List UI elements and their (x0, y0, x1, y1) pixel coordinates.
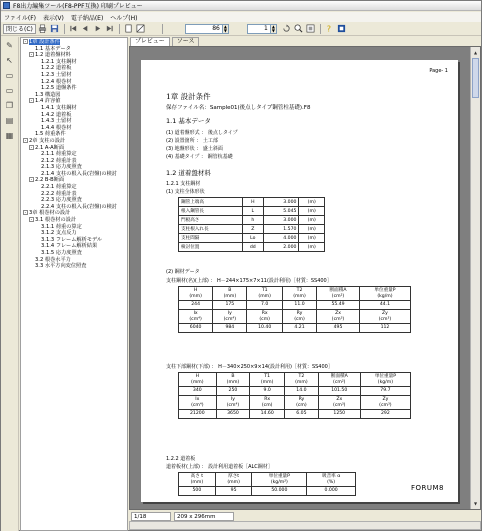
document-page (141, 60, 458, 502)
tree-node[interactable] (21, 98, 127, 105)
tree-node[interactable] (21, 112, 127, 119)
table-cell: 1250 (318, 410, 360, 419)
steel-title: 支柱下部鋼材(下部) ： H－340×250×9×14(設計利用)［材質：SS400］ (166, 364, 333, 370)
table-cell: 断面積A (cm²) (317, 287, 360, 301)
table-cell: 3.000 (263, 216, 299, 225)
table-row (179, 387, 411, 396)
table-cell: 根入鋼管長 (179, 207, 243, 216)
outline-tree (20, 37, 128, 531)
view-tabs (129, 37, 479, 46)
property-line: (2) 設置箇所 ： 土工部 (166, 138, 218, 144)
table-cell: 厚さt (mm) (215, 473, 252, 487)
support-shape-table (178, 197, 325, 252)
tree-node-label: 1.2.5 道盤条件 (41, 85, 77, 92)
book-icon[interactable]: ▤ (5, 116, 14, 125)
table-row (179, 310, 411, 324)
list-icon[interactable]: ▦ (5, 131, 14, 140)
toolbar-separator (119, 24, 120, 34)
table-cell: Iy (cm⁴) (213, 310, 247, 324)
save-icon[interactable] (50, 24, 60, 34)
table-cell: 340 (179, 387, 217, 396)
table-cell: 6040 (179, 324, 213, 333)
table-cell: 断面積A (cm²) (318, 373, 360, 387)
table-cell: 244 (179, 301, 213, 310)
tree-expander-icon[interactable]: - (24, 137, 27, 143)
tree-node-label: 2章 支柱の設計 (29, 137, 66, 144)
table-row (179, 198, 325, 207)
page-number: Page- 1 (429, 68, 448, 74)
table-cell: 175 (213, 301, 247, 310)
tree-node-label: 3.2 根巻水平力 (35, 256, 71, 263)
status-bar (129, 511, 481, 521)
toolbar (1, 22, 481, 36)
table-cell: 単位重量P (kg/m²) (252, 473, 307, 487)
table-row (179, 410, 411, 419)
toolbar-separator (64, 24, 65, 34)
tree-node-label: 2.2.3 応力度照査 (41, 197, 82, 204)
line-icon[interactable]: ▭ (5, 86, 14, 95)
close-button[interactable]: 閉じる(C) (3, 24, 36, 34)
tree-node-label: 1.3 構造図 (35, 91, 61, 98)
table-cell: 1.570 (263, 225, 299, 234)
table-cell: h (242, 216, 263, 225)
table-cell: (m) (299, 225, 325, 234)
vertical-scrollbar[interactable] (470, 47, 480, 509)
table-cell: Zy (cm³) (359, 310, 410, 324)
upper-steel-table (178, 286, 411, 333)
section-heading: 1.2 道着盤材料 (166, 169, 211, 177)
tree-node[interactable] (21, 72, 127, 79)
table-cell: Zx (cm³) (317, 310, 360, 324)
table-row (179, 301, 411, 310)
table-cell: 21200 (179, 410, 217, 419)
table-cell: Lo (242, 234, 263, 243)
page-spinner[interactable]: ▲ ▼ (271, 23, 275, 33)
table-cell: 支柱間隔 (179, 234, 243, 243)
printer-icon[interactable] (38, 24, 48, 34)
table-cell: 79.7 (360, 387, 410, 396)
table-row (179, 234, 325, 243)
exit-icon[interactable] (337, 24, 347, 34)
menu-view[interactable]: 表示(V) (43, 14, 64, 22)
page-field[interactable] (247, 23, 275, 34)
status-size: 209 x 296mm (174, 512, 234, 521)
scroll-down-icon[interactable]: ▼ (473, 501, 478, 506)
tree-node[interactable] (21, 151, 127, 158)
text-icon[interactable]: ▭ (5, 71, 14, 80)
table-row (179, 396, 411, 410)
tree-node[interactable] (21, 131, 127, 138)
table-row (179, 287, 411, 301)
table-cell: Iy (cm⁴) (216, 396, 250, 410)
table-cell: 55.49 (317, 301, 360, 310)
tree-node-label: 2.1.1 荷重算定 (41, 151, 77, 158)
tree-node-label: 1.5 荷重条件 (35, 131, 66, 138)
table-cell: H (mm) (179, 287, 213, 301)
toolbar-separator (162, 24, 163, 34)
table-row (179, 243, 325, 252)
tree-node-label: 1.4.3 土留材 (41, 118, 72, 125)
subsection-heading: 1.2.1 支柱鋼材 (166, 181, 201, 187)
table-cell: dd (242, 243, 263, 252)
tree-node[interactable] (21, 217, 127, 224)
table-cell: 0.000 (307, 487, 356, 496)
table-cell: 984 (213, 324, 247, 333)
tree-node[interactable] (21, 250, 127, 257)
tree-node-label: 1.1 基本データ (35, 45, 71, 52)
tree-node-label: 1章 設計条件 (29, 39, 60, 45)
tree-expander-icon[interactable]: - (30, 52, 33, 58)
table-cell: 101.50 (318, 387, 360, 396)
table-cell: 6.05 (285, 410, 319, 419)
tree-node-label: 2.1.3 応力度照査 (41, 164, 82, 171)
table-cell: L (242, 207, 263, 216)
table-cell: T2 (mm) (285, 373, 319, 387)
tree-node-label: 1.2.4 根巻材 (41, 78, 72, 85)
table-cell: 吸音率 α (%) (307, 473, 356, 487)
table-cell: B (mm) (213, 287, 247, 301)
table-cell: (m) (299, 216, 325, 225)
property-line: (4) 基礎タイプ ： 鋼管杭基礎 (166, 154, 233, 160)
pen-icon[interactable]: ✎ (6, 41, 13, 50)
table-cell: (m) (299, 198, 325, 207)
tree-node[interactable] (21, 105, 127, 112)
table-cell: 高さ t (mm) (179, 473, 216, 487)
subsection-heading: 1.2.2 道着板 (166, 456, 196, 462)
table-cell: B (mm) (216, 373, 250, 387)
zoom-out-icon[interactable] (306, 24, 316, 34)
prev-page-icon[interactable] (81, 24, 91, 34)
table-cell: 44.1 (359, 301, 410, 310)
tree-node[interactable] (21, 243, 127, 250)
table-cell: 14.0 (285, 387, 319, 396)
table-cell: 50.000 (252, 487, 307, 496)
menu-file[interactable]: ファイル(F) (4, 14, 37, 22)
tree-node[interactable] (21, 184, 127, 191)
tree-node[interactable] (21, 197, 127, 204)
left-tool-strip (1, 37, 19, 531)
table-cell: T1 (mm) (247, 287, 282, 301)
tree-node-label: 2.2.4 支柱の根入長(岩盤)の検討 (41, 203, 117, 210)
table-row (179, 216, 325, 225)
scroll-thumb[interactable] (472, 58, 479, 98)
table-cell: Ix (cm⁴) (179, 310, 213, 324)
preview-area (129, 46, 481, 510)
table-row (179, 225, 325, 234)
copy-icon[interactable]: ❐ (5, 101, 14, 110)
tree-node[interactable] (21, 39, 127, 46)
table-cell: 4.21 (282, 324, 316, 333)
subsection-line: (2) 鋼材データ (166, 269, 200, 275)
tree-node-label: 2.2.1 荷重算定 (41, 184, 77, 191)
tree-node-label: 3.1.1 荷重の算定 (41, 223, 82, 230)
tree-node-label: 1.2 道着盤材料 (35, 52, 71, 59)
subsection-line: (1) 支柱全体形状 (166, 189, 205, 195)
tree-node-label: 3.1.5 応力度照査 (41, 250, 82, 256)
zoom-value: 86 (212, 25, 220, 32)
forum8-logo: FORUM8 (410, 484, 444, 492)
tree-expander-icon[interactable]: - (30, 98, 33, 104)
table-cell: 250 (216, 387, 250, 396)
table-cell: 4.000 (263, 234, 299, 243)
table-cell: 5.045 (263, 207, 299, 216)
property-line: (3) 地盤形状 ： 盛土斜面 (166, 146, 223, 152)
menu-help[interactable]: ヘルプ(H) (110, 14, 138, 22)
chapter-title: 1章 設計条件 (166, 92, 211, 101)
tab-source[interactable]: ソース (172, 37, 200, 46)
table-cell: (m) (299, 243, 325, 252)
tree-node-label: 2.1 A-A断面 (35, 144, 65, 151)
tree-node-label: 1.4.1 支柱鋼材 (41, 104, 77, 111)
table-cell: 495 (317, 324, 360, 333)
table-cell: Zx (cm³) (318, 396, 360, 410)
tree-node-label: 2.2 B-B断面 (35, 177, 65, 184)
toolbar-separator (320, 24, 321, 34)
tree-node-label: 2.1.4 支柱の根入長(岩盤)の検討 (41, 170, 117, 177)
horizontal-scrollbar[interactable] (129, 521, 481, 530)
tree-node-label: 1.2.2 道着板 (41, 65, 72, 72)
tree-node-label: 3章 根巻材の設計 (29, 210, 71, 217)
table-cell: 鋼管上端高 (179, 198, 243, 207)
window-title: F8出力編集ツール(F8-PPF互換) 印刷プレビュー (13, 3, 143, 10)
table-cell: 112 (359, 324, 410, 333)
table-cell: Zy (cm³) (360, 396, 410, 410)
tree-node-label: 1.4.2 道着板 (41, 111, 72, 118)
tree-node[interactable] (21, 65, 127, 72)
menu-edelivery[interactable]: 電子納品(E) (70, 14, 104, 22)
tree-node-label: 3.1 根巻材の設計 (35, 217, 77, 224)
steel-title: 支柱鋼材(名)(上部) ： H－244×175×7×11(設計利用)［材質：SS400］ (166, 278, 332, 284)
app-icon (3, 2, 10, 9)
table-cell: 95 (215, 487, 252, 496)
rotate-icon[interactable] (282, 24, 292, 34)
table-cell: 単位重量P (kg/m) (360, 373, 410, 387)
table-cell: 3.000 (263, 198, 299, 207)
table-cell: H (242, 198, 263, 207)
tree-expander-icon[interactable]: - (24, 210, 27, 216)
tree-node-label: 2.1.2 荷重計表 (41, 157, 77, 164)
table-row (179, 487, 356, 496)
table-cell: Ry (cm) (285, 396, 319, 410)
scroll-up-icon[interactable]: ▲ (473, 50, 478, 55)
tree-node-label: 1.4.4 根巻材 (41, 124, 72, 131)
table-cell: Z (242, 225, 263, 234)
tree-node-label: 1.4 許容値 (35, 98, 61, 105)
table-row (179, 373, 411, 387)
table-cell: T2 (mm) (282, 287, 316, 301)
tree-node[interactable] (21, 85, 127, 92)
next-page-icon[interactable] (93, 24, 103, 34)
menu-bar (1, 12, 481, 22)
zoom-field[interactable] (185, 23, 227, 34)
tree-expander-icon[interactable]: - (24, 39, 27, 44)
tree-expander-icon[interactable]: - (30, 144, 33, 150)
tree-node-label: 3.1.4 フレーム解析結果 (41, 243, 98, 250)
table-cell: T1 (mm) (250, 373, 285, 387)
table-cell: 支柱根入れ長 (179, 225, 243, 234)
zoom-in-icon[interactable] (294, 24, 304, 34)
table-cell: 500 (179, 487, 216, 496)
tab-preview[interactable]: プレビュー (130, 37, 170, 46)
table-cell: 9.0 (250, 387, 285, 396)
page-view-icon[interactable] (124, 24, 134, 34)
table-cell: 7.0 (247, 301, 282, 310)
table-row (179, 324, 411, 333)
plate-table (178, 472, 356, 496)
table-cell: 2.000 (263, 243, 299, 252)
tree-node[interactable] (21, 52, 127, 59)
tree-node[interactable] (21, 118, 127, 125)
tree-node[interactable] (21, 164, 127, 171)
table-row (179, 473, 356, 487)
table-cell: (m) (299, 207, 325, 216)
help-icon[interactable] (325, 24, 335, 34)
tree-node-label: 3.3 水平方向変位照査 (35, 263, 87, 270)
page-value: 1 (264, 25, 268, 32)
file-name-line: 保存ファイル名：Sample01(後点しタイプ鋼管柱基礎).F8 (166, 105, 311, 111)
zoom-spinner[interactable]: ▲ ▼ (223, 23, 227, 33)
plate-title: 道着板材(上部) ： 設計利用道着板［ALC鋼材］ (166, 464, 273, 470)
last-page-icon[interactable] (105, 24, 115, 34)
tree-node[interactable] (21, 59, 127, 66)
tree-node-label: 1.2.1 支柱鋼材 (41, 58, 77, 65)
table-cell: 門板高さ (179, 216, 243, 225)
table-cell: Ix (cm⁴) (179, 396, 217, 410)
tree-node[interactable] (21, 138, 127, 145)
tree-node[interactable] (21, 230, 127, 237)
first-page-icon[interactable] (69, 24, 79, 34)
table-cell: 検討位置 (179, 243, 243, 252)
tree-node-label: 3.1.2 支点反力 (41, 230, 77, 237)
table-cell: H (mm) (179, 373, 217, 387)
table-cell: (m) (299, 234, 325, 243)
property-line: (1) 道着盤形式 ： 後点しタイプ (166, 130, 238, 136)
tree-node-label: 1.2.3 土留材 (41, 71, 72, 78)
table-cell: Ry (cm) (282, 310, 316, 324)
table-cell: Rx (cm) (247, 310, 282, 324)
table-cell: 292 (360, 410, 410, 419)
table-cell: 14.60 (250, 410, 285, 419)
tree-node[interactable] (21, 263, 127, 270)
table-cell: Rx (cm) (250, 396, 285, 410)
tree-expander-icon[interactable]: - (30, 177, 33, 183)
table-row (179, 207, 325, 216)
table-cell: 10.40 (247, 324, 282, 333)
status-page: 1/18 (131, 512, 171, 521)
title-bar (1, 1, 481, 11)
table-cell: 3650 (216, 410, 250, 419)
tree-node-label: 3.1.3 フレーム解析モデル (41, 236, 103, 243)
tree-node-label: 2.2.2 荷重計表 (41, 190, 77, 197)
lower-steel-table (178, 372, 411, 419)
table-cell: 11.0 (282, 301, 316, 310)
page-setup-icon[interactable] (136, 24, 146, 34)
svg-text:?: ? (327, 24, 332, 33)
tree-expander-icon[interactable]: - (30, 217, 33, 223)
cursor-icon[interactable]: ↖ (6, 56, 13, 65)
table-cell: 単位重量P (kg/m) (359, 287, 410, 301)
section-heading: 1.1 基本データ (166, 117, 211, 125)
